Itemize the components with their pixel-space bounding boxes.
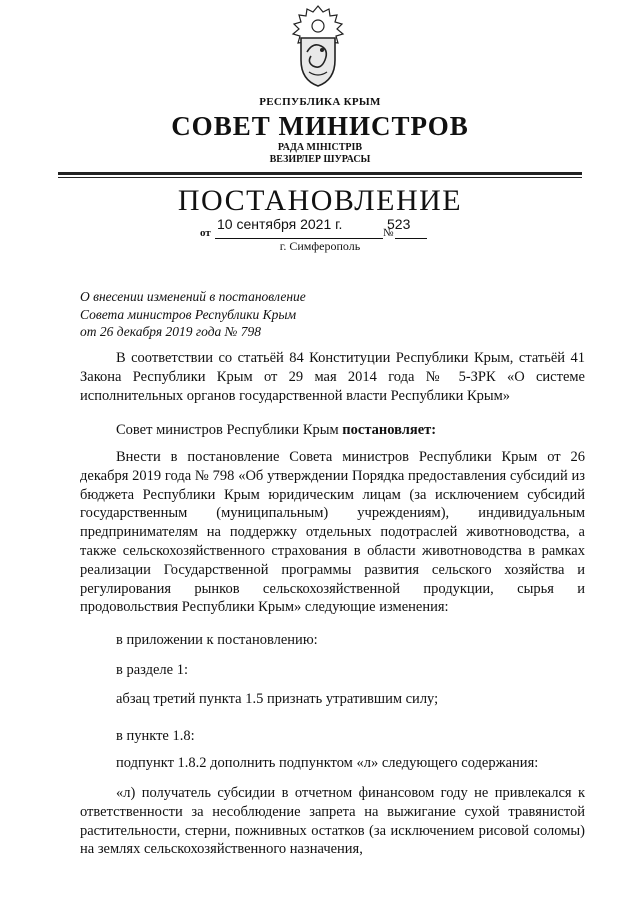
- republic-heading: РЕСПУБЛИКА КРЫМ: [259, 96, 381, 108]
- subject-line: от 26 декабря 2019 года № 798: [80, 324, 261, 339]
- point-paragraph: в пункте 1.8:: [116, 728, 195, 744]
- council-heading: СОВЕТ МИНИСТРОВ: [171, 111, 469, 141]
- decree-city: г. Симферополь: [279, 239, 361, 253]
- resolves-text: Совет министров Республики Крым: [116, 422, 343, 438]
- resolves-paragraph: [116, 421, 436, 440]
- subject-line: О внесении изменений в постановление: [80, 289, 306, 304]
- resolves-keyword: постановляет:: [342, 422, 437, 438]
- number-label: №: [383, 227, 394, 239]
- coat-of-arms-icon: [285, 4, 351, 88]
- section-paragraph: в разделе 1:: [116, 662, 189, 678]
- council-crimean-tatar: ВЕЗИРЛЕР ШУРАСЫ: [269, 154, 371, 165]
- abzac-paragraph: абзац третий пункта 1.5 признать утратившим силу;: [116, 691, 439, 707]
- header-divider-thin: [58, 177, 582, 178]
- basis-paragraph: В соответствии со статьёй 84 Конституции Республики Крым, статьёй 41 Закона Республики Крым от 29 мая 2014 года № 5-ЗРК «О системе исполнительных органов государственной власти Республики Крым»: [80, 350, 585, 404]
- decree-subject: [80, 288, 380, 341]
- appendix-paragraph: в приложении к постановлению:: [116, 632, 318, 648]
- header-divider-thick: [58, 172, 582, 175]
- decree-title: ПОСТАНОВЛЕНИЕ: [177, 184, 463, 217]
- decree-date: 10 сентября 2021 г.: [217, 216, 343, 232]
- decree-number: 523: [387, 216, 411, 232]
- date-label: от: [200, 227, 211, 239]
- council-ukrainian: РАДА МІНІСТРІВ: [277, 142, 363, 153]
- subject-line: Совета министров Республики Крым: [80, 306, 297, 322]
- subpoint-l-paragraph: «л) получатель субсидии в отчетном финансовом году не привлекался к ответственности за несоблюдение запрета на выжигание сухой травянистой растительности, стерни, пожнивных остатков (за исключением рисовой соломы) на землях сельскохозяйственного назначения,: [80, 785, 585, 858]
- main-paragraph: Внести в постановление Совета министров Республики Крым от 26 декабря 2019 года № 798 «Об утверждении Порядка предоставления субсидий из бюджета Республики Крым юридическим лицам (за исключением субсидий государственным (муниципальным) учреждениям), индивидуальным предпринимателям на поддержку отдельных подотраслей животноводства, а также сельскохозяйственного страхования в области животноводства в рамках реализации Государственной программы развития сельского хозяйства и регулирования рынков сельскохозяйственной продукции, сырья и продовольствия Республики Крым» следующие изменения:: [80, 449, 585, 616]
- subpoint-paragraph: подпункт 1.8.2 дополнить подпунктом «л» следующего содержания:: [116, 755, 539, 771]
